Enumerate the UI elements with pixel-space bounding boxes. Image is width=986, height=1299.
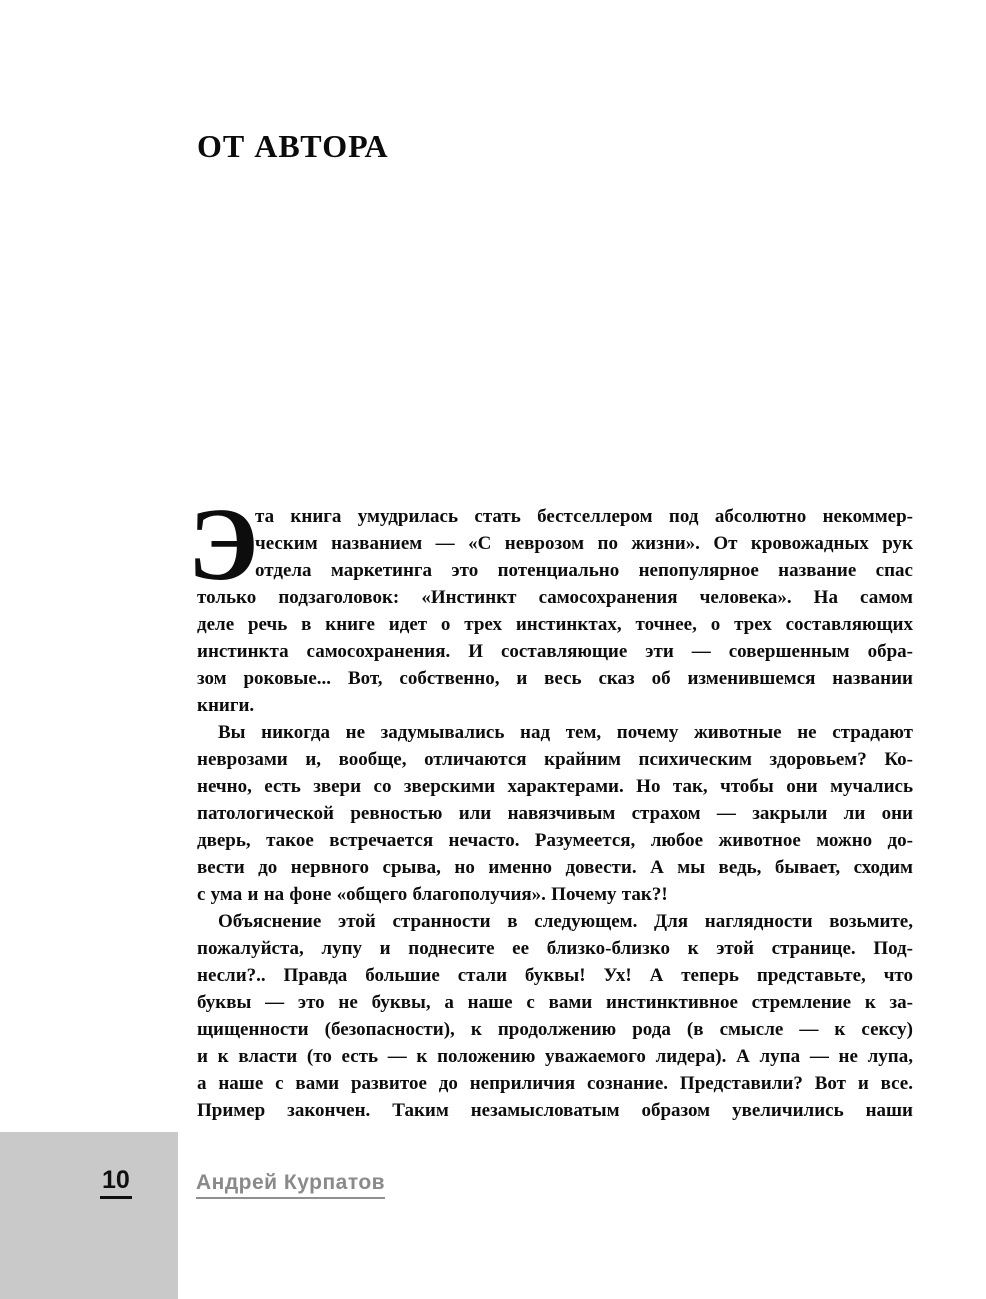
text-line: деле речь в книге идет о трех инстинктах, точнее, о трех составляющих	[197, 614, 913, 635]
chapter-title: ОТ АВТОРА	[197, 128, 389, 164]
text-line: а наше с вами развитое до неприличия сознание. Представили? Вот и все.	[197, 1073, 913, 1094]
text-line: дверь, такое встречается нечасто. Разумеется, любое животное можно до-	[197, 830, 913, 851]
text-line: отдела маркетинга это потенциально непопулярное название спас	[255, 560, 913, 581]
text-line: несли?.. Правда большие стали буквы! Ух! А теперь представьте, что	[197, 965, 913, 986]
text-line: книги.	[197, 695, 255, 716]
text-line: неврозами и, вообще, отличаются крайним психическим здоровьем? Ко-	[197, 749, 913, 770]
text-line: щищенности (безопасности), к продолжению рода (в смысле — к сексу)	[197, 1019, 913, 1040]
text-line: инстинкта самосохранения. И составляющие эти — совершенным обра-	[197, 641, 913, 662]
text-line: ческим названием — «С неврозом по жизни». От кровожадных рук	[255, 533, 913, 554]
text-line: пожалуйста, лупу и поднесите ее близко-близко к этой странице. Под-	[197, 938, 913, 959]
running-footer-author: Андрей Курпатов	[196, 1171, 385, 1199]
text-line: патологической ревностью или навязчивым страхом — закрыли ли они	[197, 803, 913, 824]
page-number: 10	[100, 1166, 132, 1199]
text-line: Пример закончен. Таким незамысловатым образом увеличились наши	[197, 1100, 913, 1121]
text-line: Вы никогда не задумывались над тем, почему животные не страдают	[218, 722, 913, 743]
text-line: с ума и на фоне «общего благополучия». Почему так?!	[197, 884, 668, 905]
text-line: Объяснение этой странности в следующем. Для наглядности возьмите,	[218, 911, 913, 932]
paragraph-1	[188, 487, 913, 719]
paragraph-3	[197, 908, 913, 1124]
text-line: только подзаголовок: «Инстинкт самосохранения человека». На самом	[197, 587, 913, 608]
page-number-block	[0, 1132, 178, 1299]
text-line: вести до нервного срыва, но именно довести. А мы ведь, бывает, сходим	[197, 857, 913, 878]
text-line: буквы — это не буквы, а наше с вами инстинктивное стремление к за-	[197, 992, 913, 1013]
text-line: нечно, есть звери со зверскими характерами. Но так, чтобы они мучались	[197, 776, 913, 797]
text-line: и к власти (то есть — к положению уважаемого лидера). А лупа — не лупа,	[197, 1046, 913, 1067]
text-line: та книга умудрилась стать бестселлером под абсолютно некоммер-	[255, 506, 913, 527]
paragraph-2	[197, 719, 913, 908]
drop-cap-letter: Э	[188, 487, 259, 602]
text-line: зом роковые... Вот, собственно, и весь сказ об изменившемся названии	[197, 668, 913, 689]
body-text-block	[188, 487, 913, 1124]
